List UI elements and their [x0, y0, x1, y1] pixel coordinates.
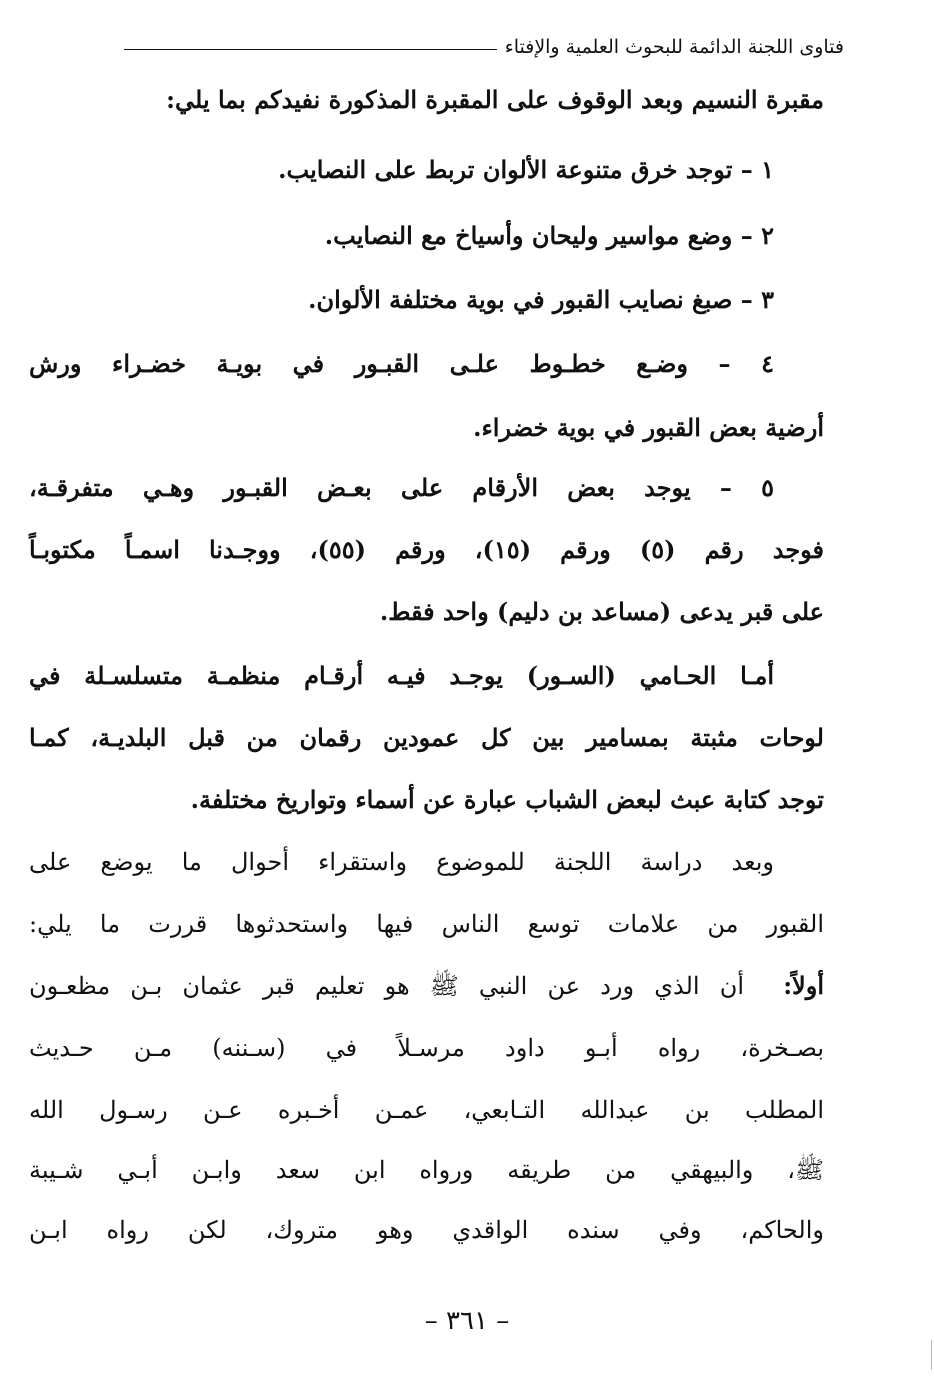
text-line-9: على قبر يدعى (مساعد بن دليم) واحد فقط.: [379, 597, 824, 626]
text-line-19: والحاكم، وفي سنده الواقدي وهو متروك، لكن رواه ابـن: [29, 1216, 824, 1244]
text-line-7: ٥ – يوجد بعض الأرقام على بعـض القبـور وهـي متفرقـة،: [29, 473, 774, 502]
margin-mark: [931, 1340, 932, 1370]
text-line-15: أن الذي ورد عن النبي ﷺ هو تعليم قبر عثمان بـن مظعـون: [29, 972, 745, 1000]
text-line-17: المطلب بن عبدالله التـابعي، عمـن أخـبره عـن رسـول الله: [29, 1096, 824, 1124]
text-line-10: أمـا الحـامي (السـور) يوجـد فيـه أرقـام منظمـة متسلسـلة في: [29, 661, 774, 690]
text-line-4: ٣ – صبغ نصايب القبور في بوية مختلفة الألوان.: [308, 285, 774, 314]
point-label-first: أولاً:: [783, 971, 824, 1000]
text-line-18: ﷺ، والبيهقي من طريقه ورواه ابن سعد وابـن أبـي شـيبة: [29, 1156, 824, 1184]
text-line-14: القبور من علامات توسع الناس فيها واستحدثوها قررت ما يلي:: [29, 910, 824, 938]
text-line-8: فوجد رقم (٥) ورقم (١٥)، ورقم (٥٥)، ووجـدنا اسمـاً مكتوبـاً: [29, 535, 825, 564]
text-line-16: بصـخرة، رواه أبـو داود مرسـلاً في (سـننه) مـن حـديث: [29, 1034, 824, 1062]
text-line-11: لوحات مثبتة بمسامير بين كل عمودين رقمان من قبل البلديـة، كمـا: [29, 723, 824, 752]
text-line-12: توجد كتابة عبث لبعض الشباب عبارة عن أسماء وتواريخ مختلفة.: [190, 785, 824, 814]
body-text: [29, 0, 825, 1300]
page-number: – ٣٦١ –: [424, 1306, 510, 1336]
text-line-3: ٢ – وضع مواسير وليحان وأسياخ مع النصايب.: [324, 221, 774, 250]
text-line-5: ٤ – وضـع خطـوط علـى القبـور في بويـة خضـراء ورش: [29, 349, 774, 378]
header-title: فتاوى اللجنة الدائمة للبحوث العلمية والإفتاء: [504, 36, 844, 58]
text-line-13: وبعد دراسة اللجنة للموضوع واستقراء أحوال ما يوضع على: [29, 848, 774, 876]
text-line-1: مقبرة النسيم وبعد الوقوف على المقبرة المذكورة نفيدكم بما يلي:: [166, 85, 824, 114]
text-line-2: ١ – توجد خرق متنوعة الألوان تربط على النصايب.: [278, 155, 774, 184]
text-line-6: أرضية بعض القبور في بوية خضراء.: [473, 413, 824, 442]
